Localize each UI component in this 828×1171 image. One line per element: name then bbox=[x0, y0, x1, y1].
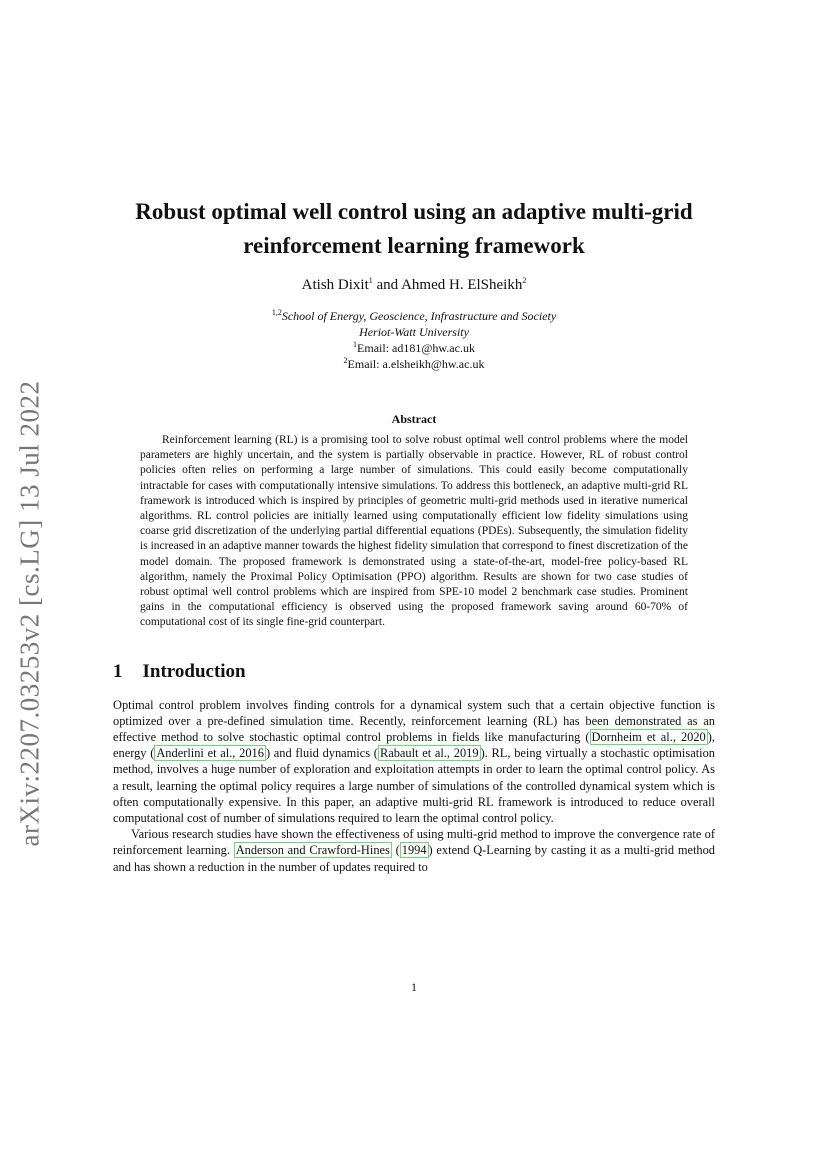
citation-link[interactable]: Anderson and Crawford-Hines bbox=[235, 843, 390, 858]
intro-paragraph-1 bbox=[113, 697, 715, 827]
section-title: Introduction bbox=[142, 660, 246, 682]
author-conjunction: and bbox=[372, 277, 402, 293]
paper-page bbox=[113, 195, 715, 875]
intro-p1-text-1: Optimal control problem involves finding controls for a dynamical system such that a certain objective function is optimized over a pre-defined simulation time. Recently, reinforcement learning (RL) has been demonstrated as an effective method to solve stochastic optimal control problems in fields like manufacturing ( bbox=[113, 697, 715, 745]
email-2[interactable]: Email: a.elsheikh@hw.ac.uk bbox=[347, 357, 485, 371]
citation-link[interactable]: 1994 bbox=[401, 843, 427, 858]
affiliation-university: Heriot-Watt University bbox=[359, 325, 469, 339]
section-number: 1 bbox=[113, 660, 123, 682]
section-heading bbox=[113, 661, 715, 683]
title-line-2: reinforcement learning framework bbox=[243, 233, 585, 258]
citation-link[interactable]: Dornheim et al., 2020 bbox=[591, 730, 706, 745]
abstract-text: Reinforcement learning (RL) is a promising tool to solve robust optimal well control problems where the model parameters are highly uncertain, and the system is partially observable in practice. However, RL of robust control policies often relies on performing a large number of simulations. This could easily become computationally intractable for cases with computationally intensive simulations. To address this bottleneck, an adaptive multi-grid RL framework is introduced which is inspired by principles of geometric multi-grid methods used in iterative numerical algorithms. RL control policies are initially learned using computationally efficient low fidelity simulations using coarse grid discretization of the underlying partial differential equations (PDEs). Subsequently, the simulation fidelity is increased in an adaptive manner towards the highest fidelity simulation that correspond to finest discretization of the model domain. The proposed framework is demonstrated using a state-of-the-art, model-free policy-based RL algorithm, namely the Proximal Policy Optimisation (PPO) algorithm. Results are shown for two case studies of robust optimal well control problems which are inspired from SPE-10 model 2 benchmark case studies. Prominent gains in the computational efficiency is observed using the proposed framework saving around 60-70% of computational cost of its single fine-grid counterpart. bbox=[140, 434, 688, 629]
intro-p1-text-4: ). RL, being virtually a stochastic optimisation method, involves a huge number of exploration and exploitation attempts in order to learn the optimal control policy. As a result, learning the optimal policy requires a large number of simulations of the controlled dynamical system which is often computationally expensive. In this paper, an adaptive multi-grid RL framework is introduced to reduce overall computational cost of number of simulations required to learn the optimal control policy. bbox=[113, 746, 715, 826]
intro-p2-text-3: ) extend Q-Learning by casting it as a multi-grid method and has shown a reduction in the number of updates required to bbox=[113, 843, 716, 874]
intro-p1-text-2: ), energy ( bbox=[113, 730, 715, 761]
page-number: 1 bbox=[411, 980, 417, 994]
arxiv-identifier bbox=[0, 373, 60, 853]
author-list bbox=[113, 277, 715, 294]
affiliation-block bbox=[113, 308, 715, 372]
author-2: Ahmed H. ElSheikh bbox=[401, 277, 523, 293]
email-1[interactable]: Email: ad181@hw.ac.uk bbox=[357, 341, 475, 355]
intro-p2-text-1: Various research studies have shown the effectiveness of using multi-grid method to improve the convergence rate of reinforcement learning. bbox=[113, 827, 715, 858]
abstract-heading: Abstract bbox=[391, 412, 437, 426]
author-1-sup: 1 bbox=[368, 276, 373, 285]
intro-paragraph-2 bbox=[113, 826, 715, 875]
citation-link[interactable]: Rabault et al., 2019 bbox=[379, 746, 479, 761]
citation-link[interactable]: Anderlini et al., 2016 bbox=[156, 746, 264, 761]
intro-p2-text-2: ( bbox=[391, 843, 400, 858]
affiliation-school: School of Energy, Geoscience, Infrastructure and Society bbox=[281, 309, 557, 323]
author-1: Atish Dixit bbox=[301, 277, 369, 293]
email-1-sup: 1 bbox=[353, 340, 358, 349]
arxiv-identifier-text: arXiv:2207.03253v2 [cs.LG] 13 Jul 2022 bbox=[14, 380, 45, 846]
intro-p1-text-3: ) and fluid dynamics ( bbox=[265, 746, 378, 761]
affiliation-sup: 1,2 bbox=[271, 308, 282, 317]
paper-title bbox=[113, 195, 715, 263]
author-2-sup: 2 bbox=[522, 276, 527, 285]
title-line-1: Robust optimal well control using an adaptive multi-grid bbox=[135, 199, 693, 224]
email-2-sup: 2 bbox=[343, 356, 348, 365]
